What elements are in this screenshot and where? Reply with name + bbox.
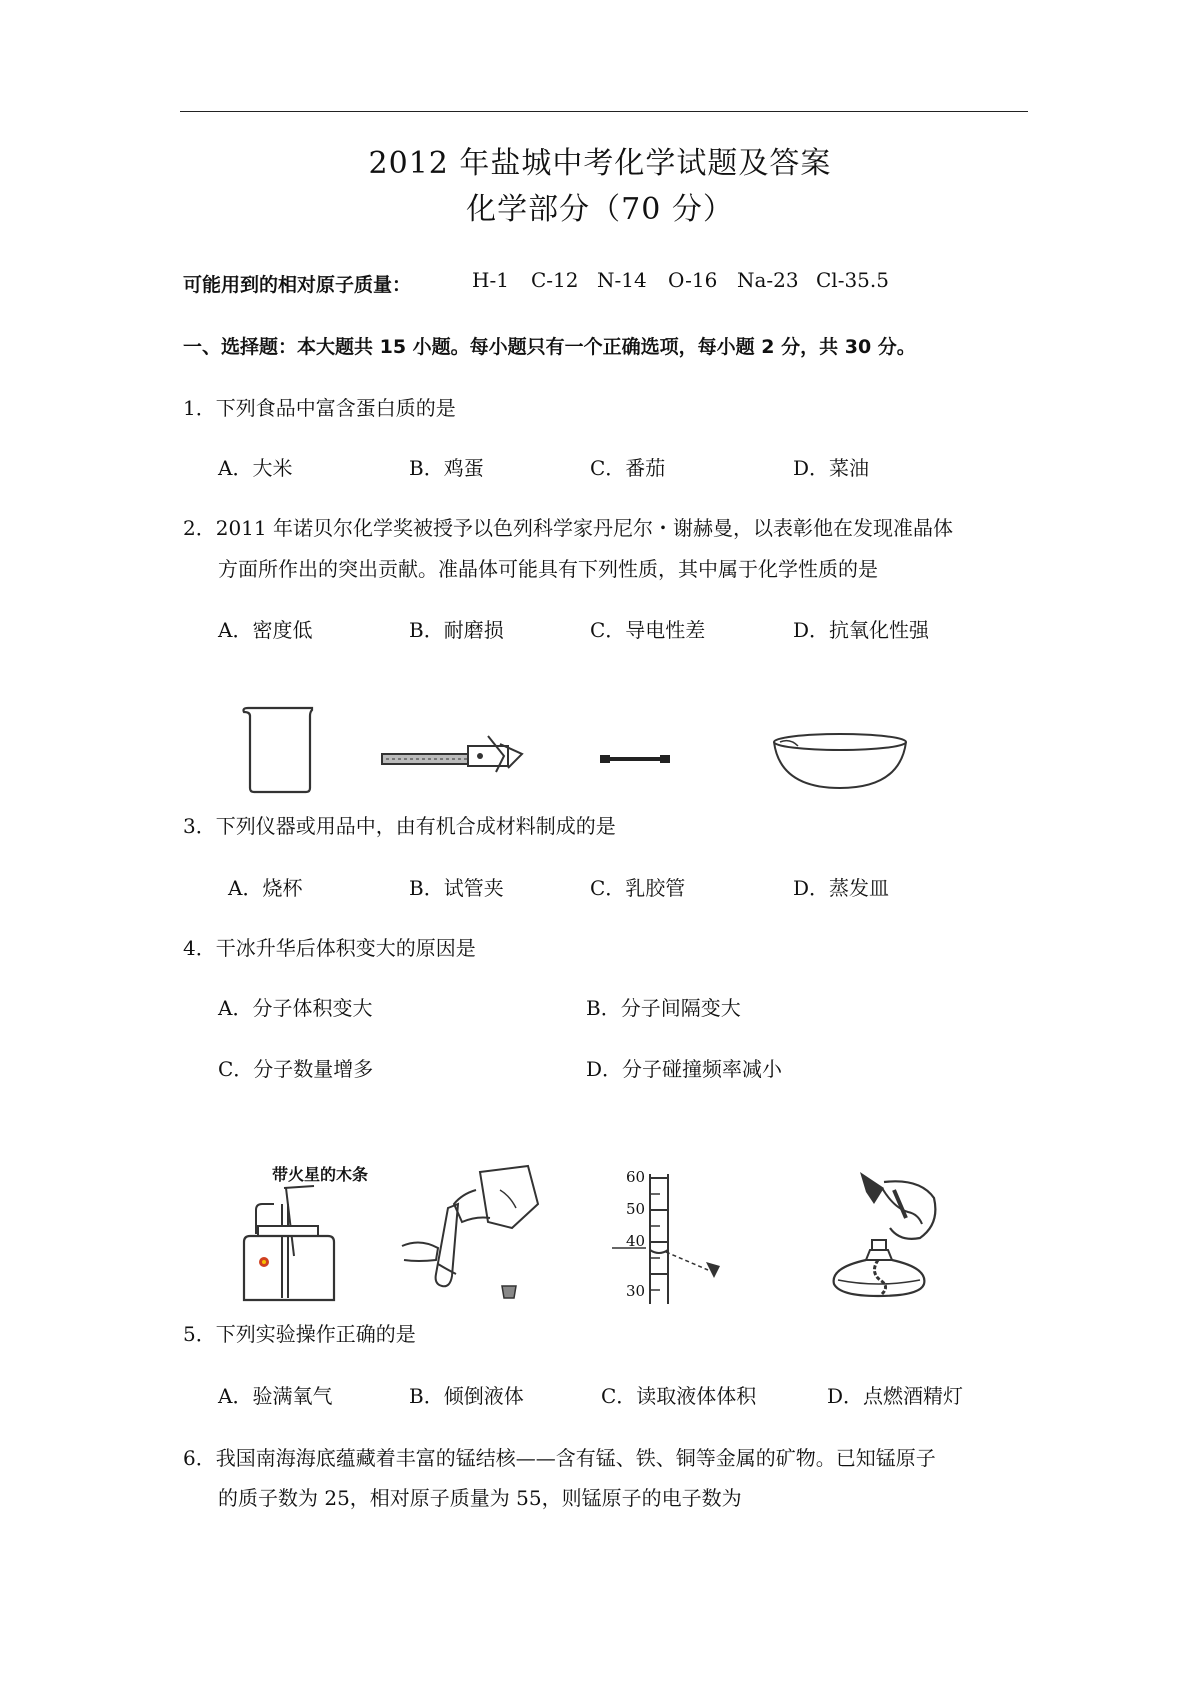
q2-option-b: B．耐磨损 (409, 618, 504, 642)
q2-option-c: C．导电性差 (590, 618, 706, 642)
cylinder-tick-40: 40 (626, 1232, 646, 1250)
mass-cl: Cl-35.5 (816, 268, 889, 292)
alcohol-lamp-icon (820, 1168, 950, 1304)
q4-option-d: D．分子碰撞频率减小 (586, 1057, 783, 1081)
evaporating-dish-icon (770, 732, 910, 790)
question-2-stem-line2: 方面所作出的突出贡献。准晶体可能具有下列性质，其中属于化学性质的是 (218, 557, 878, 581)
q3-option-b: B．试管夹 (409, 876, 504, 900)
q5-option-b: B．倾倒液体 (409, 1384, 524, 1408)
question-6-stem-line1: 6．我国南海海底蕴藏着丰富的锰结核——含有锰、铁、铜等金属的矿物。已知锰原子 (183, 1446, 936, 1470)
mass-n: N-14 (597, 268, 647, 292)
gas-bottle-icon (236, 1186, 346, 1306)
mass-c: C-12 (531, 268, 579, 292)
section-heading: 一、选择题：本大题共 15 小题。每小题只有一个正确选项，每小题 2 分，共 30 分。 (183, 336, 916, 358)
q2-option-d: D．抗氧化性强 (793, 618, 930, 642)
cylinder-tick-60: 60 (626, 1168, 646, 1186)
q1-option-c: C．番茄 (590, 456, 666, 480)
splint-label: 带火星的木条 (272, 1165, 369, 1184)
q5-option-d: D．点燃酒精灯 (827, 1384, 964, 1408)
q1-option-d: D．菜油 (793, 456, 870, 480)
question-2-stem-line1: 2．2011 年诺贝尔化学奖被授予以色列科学家丹尼尔・谢赫曼，以表彰他在发现准晶体 (183, 516, 953, 540)
masses-label: 可能用到的相对原子质量： (183, 274, 412, 296)
mass-o: O-16 (668, 268, 718, 292)
rubber-tube-icon (600, 752, 670, 766)
question-5-stem: 5．下列实验操作正确的是 (183, 1322, 416, 1346)
header-rule (180, 111, 1028, 112)
q1-option-b: B．鸡蛋 (409, 456, 484, 480)
mass-na: Na-23 (737, 268, 799, 292)
q5-option-a: A．验满氧气 (218, 1384, 333, 1408)
question-4-stem: 4．干冰升华后体积变大的原因是 (183, 936, 476, 960)
q3-option-a: A．烧杯 (228, 876, 303, 900)
cylinder-tick-30: 30 (626, 1282, 646, 1300)
q4-option-b: B．分子间隔变大 (586, 996, 741, 1020)
question-1-stem: 1．下列食品中富含蛋白质的是 (183, 396, 456, 420)
pouring-liquid-icon (392, 1164, 542, 1304)
question-3-stem: 3．下列仪器或用品中，由有机合成材料制成的是 (183, 814, 616, 838)
q4-option-a: A．分子体积变大 (218, 996, 373, 1020)
q5-option-c: C．读取液体体积 (601, 1384, 757, 1408)
test-tube-clamp-icon (380, 734, 528, 776)
page-subtitle: 化学部分（70 分） (466, 192, 734, 227)
cylinder-tick-50: 50 (626, 1200, 646, 1218)
q1-option-a: A．大米 (218, 456, 293, 480)
q2-option-a: A．密度低 (218, 618, 313, 642)
mass-h: H-1 (472, 268, 509, 292)
q3-option-d: D．蒸发皿 (793, 876, 890, 900)
q3-option-c: C．乳胶管 (590, 876, 686, 900)
page-title: 2012 年盐城中考化学试题及答案 (368, 146, 832, 181)
question-6-stem-line2: 的质子数为 25，相对原子质量为 55，则锰原子的电子数为 (218, 1486, 742, 1510)
q4-option-c: C．分子数量增多 (218, 1057, 374, 1081)
beaker-icon (240, 706, 320, 794)
